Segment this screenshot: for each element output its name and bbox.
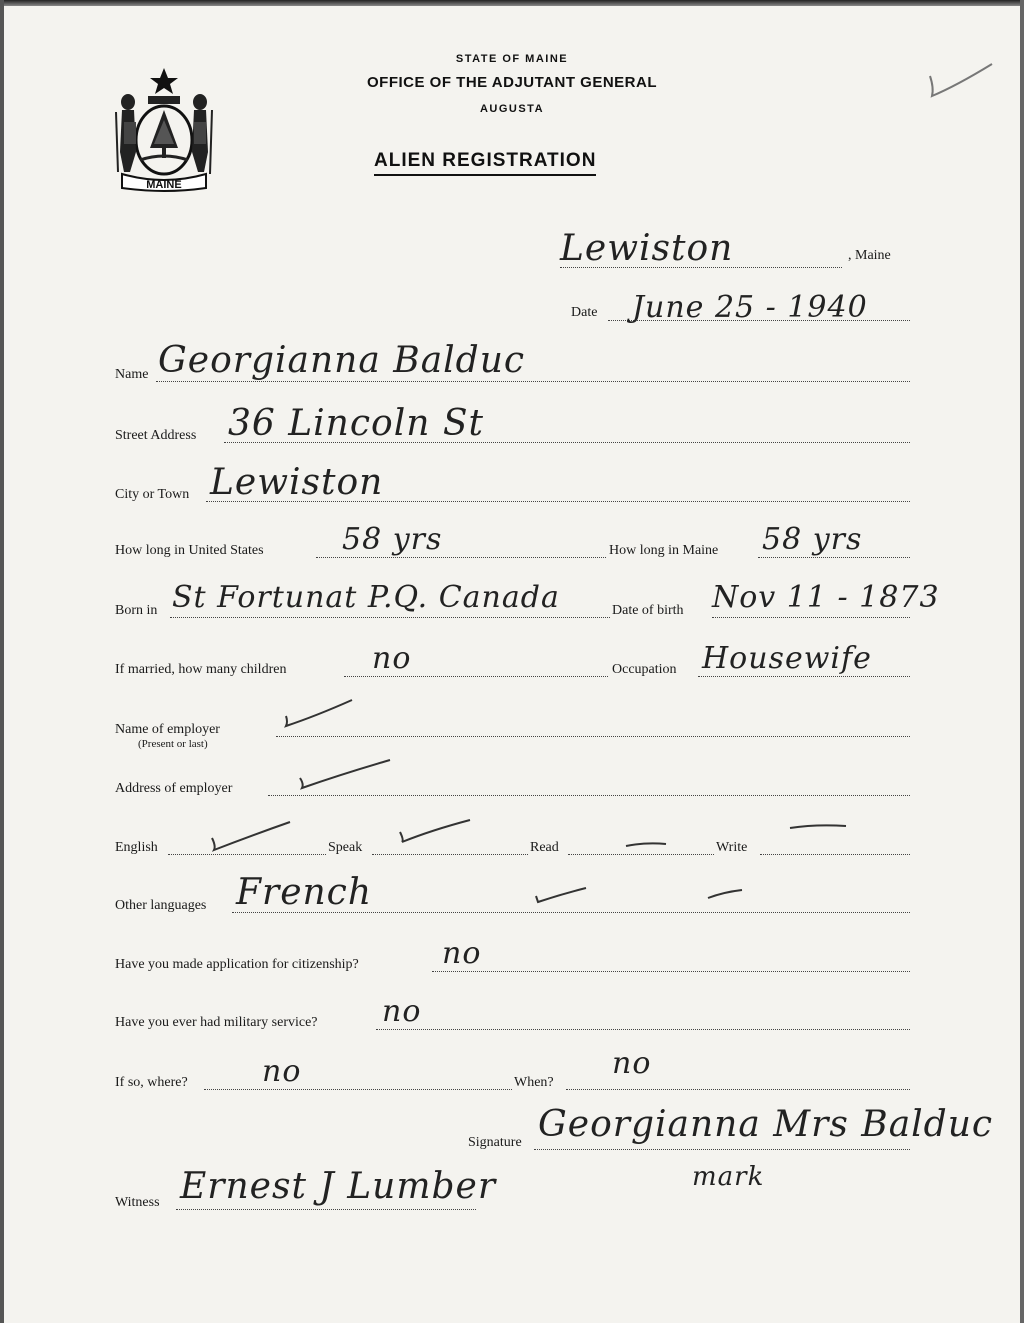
read-dash-icon — [622, 836, 672, 852]
other-languages-entry: French — [236, 872, 373, 913]
employer-line — [276, 736, 910, 737]
signature-label: Signature — [468, 1135, 522, 1150]
street-label: Street Address — [115, 428, 197, 443]
citizenship-label: Have you made application for citizenship? — [115, 957, 359, 972]
speak-line — [372, 854, 528, 855]
how-long-us-entry: 58 yrs — [342, 522, 443, 557]
citizenship-line — [432, 971, 910, 972]
employer-address-check-icon — [296, 756, 396, 790]
signature-line — [534, 1149, 910, 1150]
when-line — [566, 1089, 910, 1090]
scan-frame-right — [1020, 0, 1024, 1323]
scan-frame-left — [0, 0, 4, 1323]
occupation-line — [698, 676, 910, 677]
speak-label: Speak — [328, 840, 363, 855]
place-entry: Lewiston — [560, 228, 734, 269]
write-line — [760, 854, 910, 855]
witness-entry: Ernest J Lumber — [180, 1166, 497, 1207]
english-line — [168, 854, 326, 855]
military-label: Have you ever had military service? — [115, 1015, 318, 1030]
military-line — [376, 1029, 910, 1030]
maine-label: , Maine — [848, 248, 891, 263]
header-office: OFFICE OF THE ADJUTANT GENERAL — [367, 74, 657, 91]
children-line — [344, 676, 608, 677]
citizenship-entry: no — [442, 936, 482, 971]
header-city: AUGUSTA — [479, 103, 545, 115]
other-languages-speak-check-icon — [532, 882, 592, 906]
where-line — [204, 1089, 512, 1090]
how-long-us-line — [316, 557, 606, 558]
witness-label: Witness — [115, 1195, 160, 1210]
name-entry: Georgianna Balduc — [158, 340, 526, 381]
employer-address-label: Address of employer — [115, 781, 233, 796]
signature-entry: Georgianna Mrs Balduc — [538, 1104, 994, 1145]
seal-banner-text: MAINE — [146, 179, 182, 191]
date-entry: June 25 - 1940 — [632, 290, 868, 325]
born-in-label: Born in — [115, 603, 158, 618]
signature-mark: mark — [692, 1162, 765, 1192]
how-long-us-label: How long in United States — [115, 543, 264, 558]
how-long-me-line — [758, 557, 910, 558]
speak-check-icon — [396, 816, 476, 846]
how-long-me-entry: 58 yrs — [762, 522, 863, 557]
street-entry: 36 Lincoln St — [228, 403, 484, 444]
occupation-label: Occupation — [612, 662, 677, 677]
check-mark-icon — [926, 58, 996, 103]
read-line — [568, 854, 714, 855]
employer-address-line — [268, 795, 910, 796]
employer-check-icon — [280, 696, 360, 730]
dob-entry: Nov 11 - 1873 — [712, 580, 940, 615]
city-entry: Lewiston — [210, 462, 384, 503]
scan-frame-top — [0, 0, 1024, 6]
write-dash-icon — [786, 820, 850, 836]
dob-label: Date of birth — [612, 603, 684, 618]
occupation-entry: Housewife — [702, 641, 872, 676]
military-entry: no — [382, 994, 422, 1029]
name-line — [156, 381, 910, 382]
where-label: If so, where? — [115, 1075, 188, 1090]
date-label: Date — [571, 305, 598, 320]
english-check-icon — [206, 818, 296, 852]
how-long-me-label: How long in Maine — [609, 543, 719, 558]
employer-label: Name of employer — [115, 722, 220, 737]
other-languages-write-dash-icon — [704, 884, 748, 904]
when-label: When? — [514, 1075, 554, 1090]
children-label: If married, how many children — [115, 662, 287, 677]
born-in-entry: St Fortunat P.Q. Canada — [172, 580, 560, 615]
children-entry: no — [372, 641, 412, 676]
witness-line — [176, 1209, 476, 1210]
where-entry: no — [262, 1054, 302, 1089]
read-label: Read — [530, 840, 559, 855]
born-in-line — [170, 617, 610, 618]
when-entry: no — [612, 1046, 652, 1081]
form-title: ALIEN REGISTRATION — [374, 150, 596, 176]
english-label: English — [115, 840, 158, 855]
name-label: Name — [115, 367, 149, 382]
city-label: City or Town — [115, 487, 190, 502]
other-languages-label: Other languages — [115, 898, 207, 913]
header-state: STATE OF MAINE — [455, 53, 569, 65]
employer-note: (Present or last) — [138, 738, 208, 750]
dob-line — [712, 617, 910, 618]
write-label: Write — [716, 840, 748, 855]
